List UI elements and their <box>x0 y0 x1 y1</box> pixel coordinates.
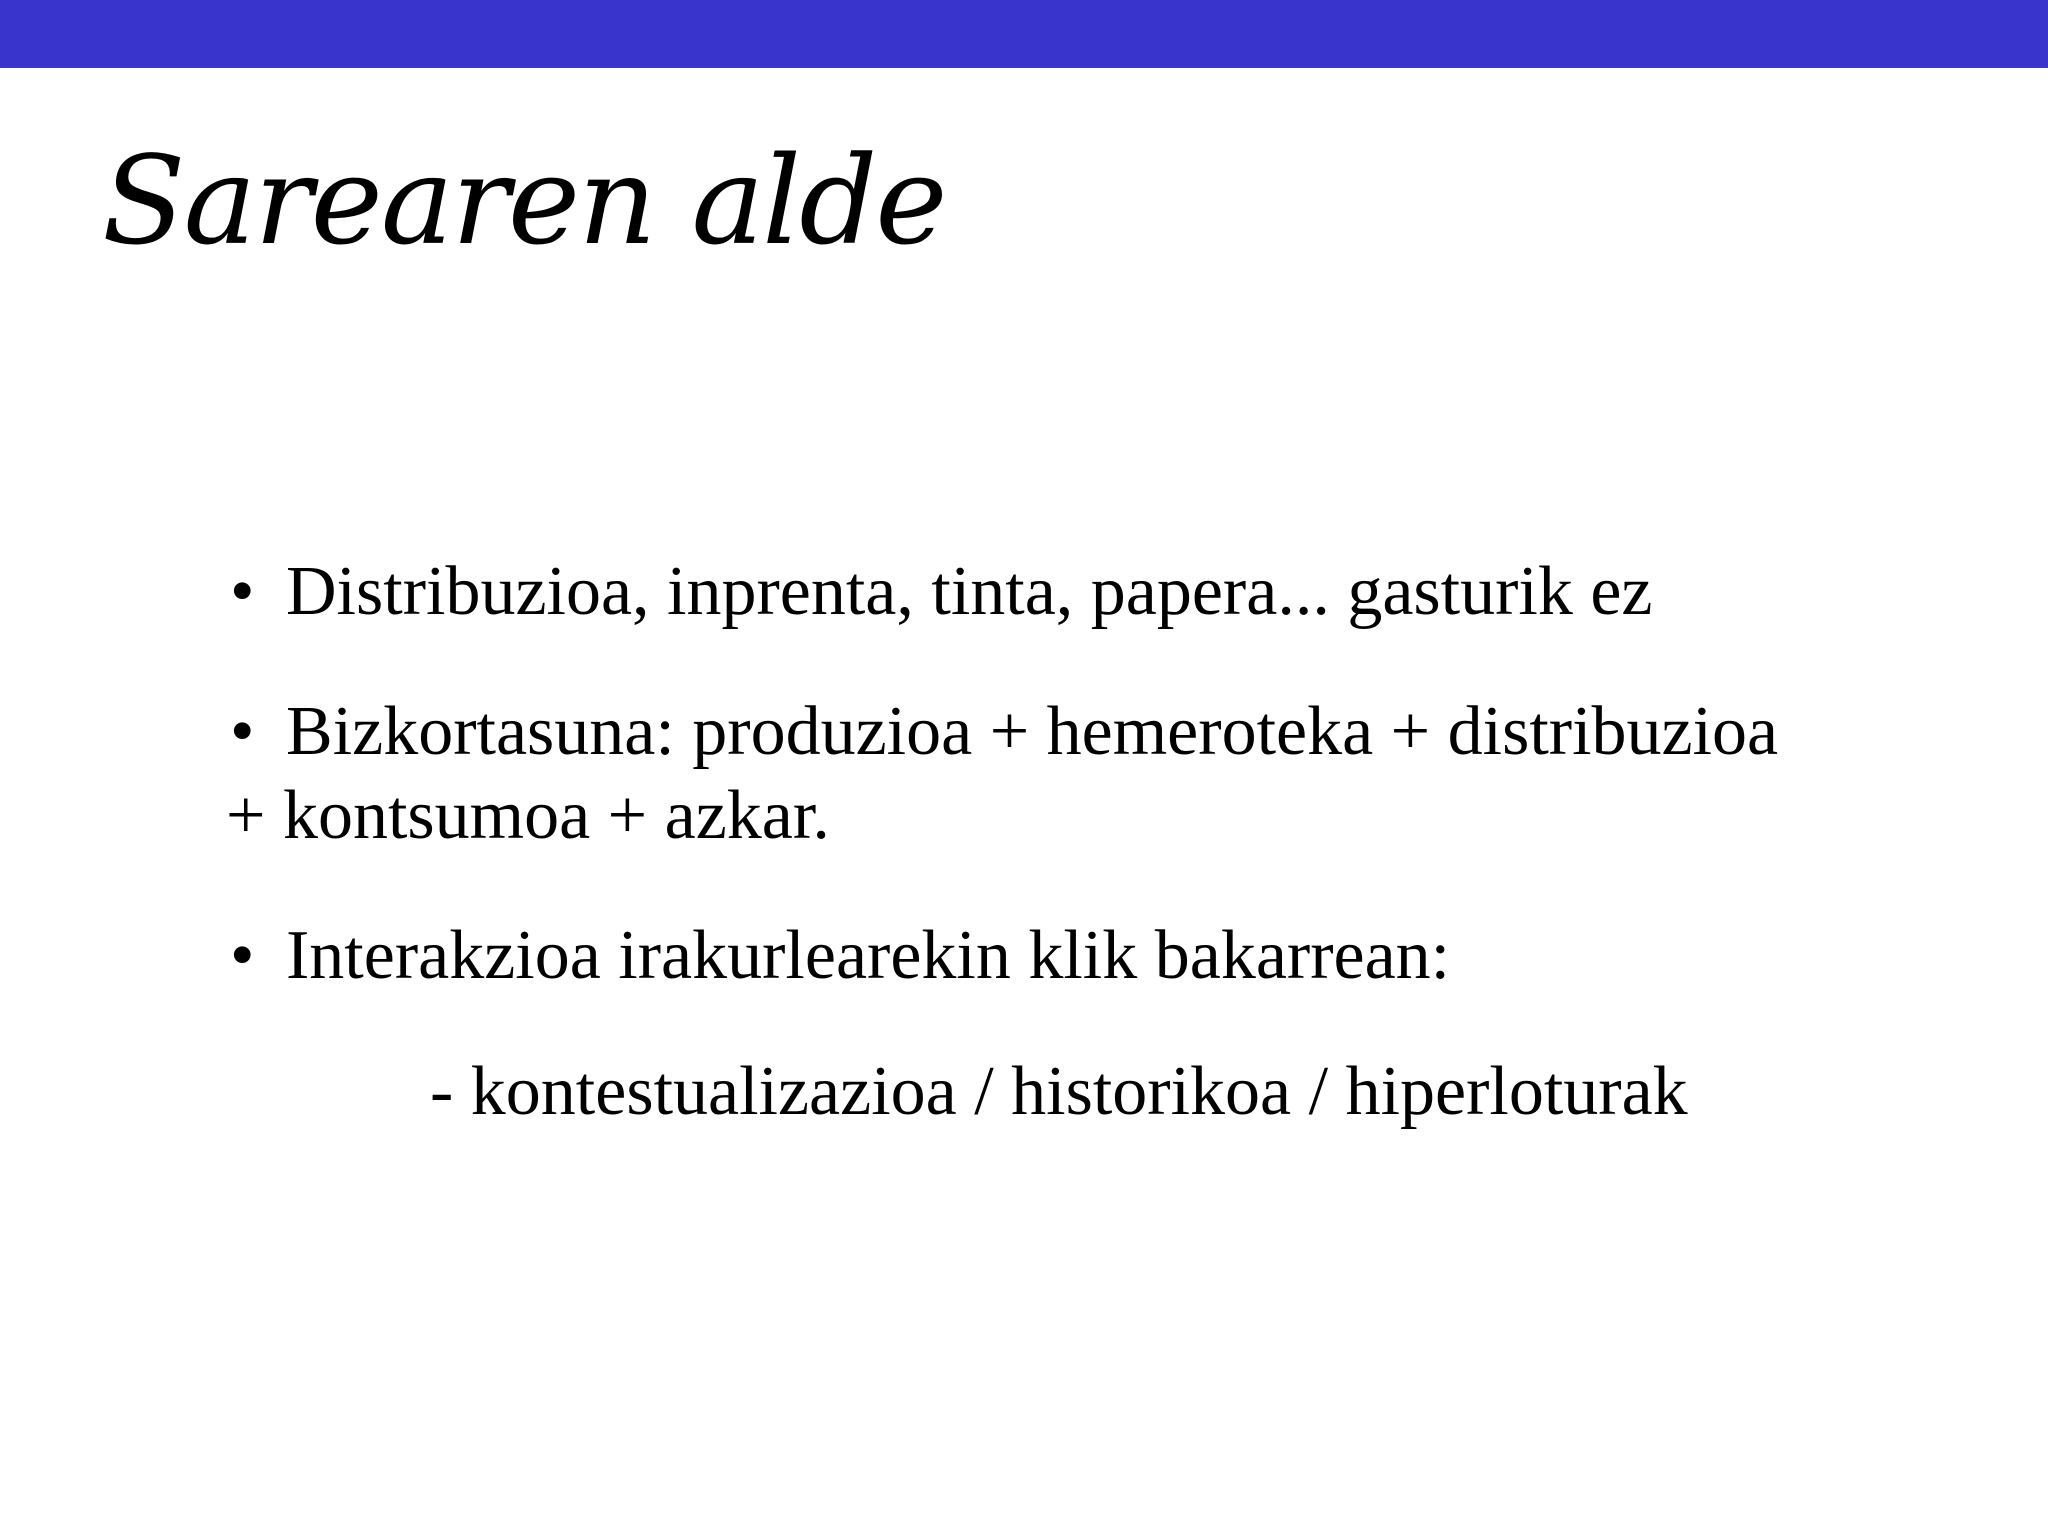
bullet-dot-icon: • <box>230 553 255 630</box>
sub-item-text: - kontestualizazioa / historikoa / hiperloturak <box>430 1053 1688 1130</box>
bullet-item-interaction <box>226 914 1826 998</box>
bullet-text: Interakzioa irakurlearekin klik bakarrean: <box>286 917 1451 994</box>
header-accent-bar <box>0 0 2048 68</box>
bullet-dot-icon: • <box>230 917 255 994</box>
bullet-text: Bizkortasuna: produzioa + hemeroteka + distribuzioa + kontsumoa + azkar. <box>226 693 1779 854</box>
bullet-item-speed <box>226 690 1826 858</box>
bullet-item-distribution <box>226 550 1826 634</box>
slide-title: Sarearen alde <box>102 130 946 272</box>
bullet-text: Distribuzioa, inprenta, tinta, papera... gasturik ez <box>286 553 1653 630</box>
bullet-dot-icon: • <box>230 693 255 770</box>
bullet-list <box>226 550 1826 1054</box>
